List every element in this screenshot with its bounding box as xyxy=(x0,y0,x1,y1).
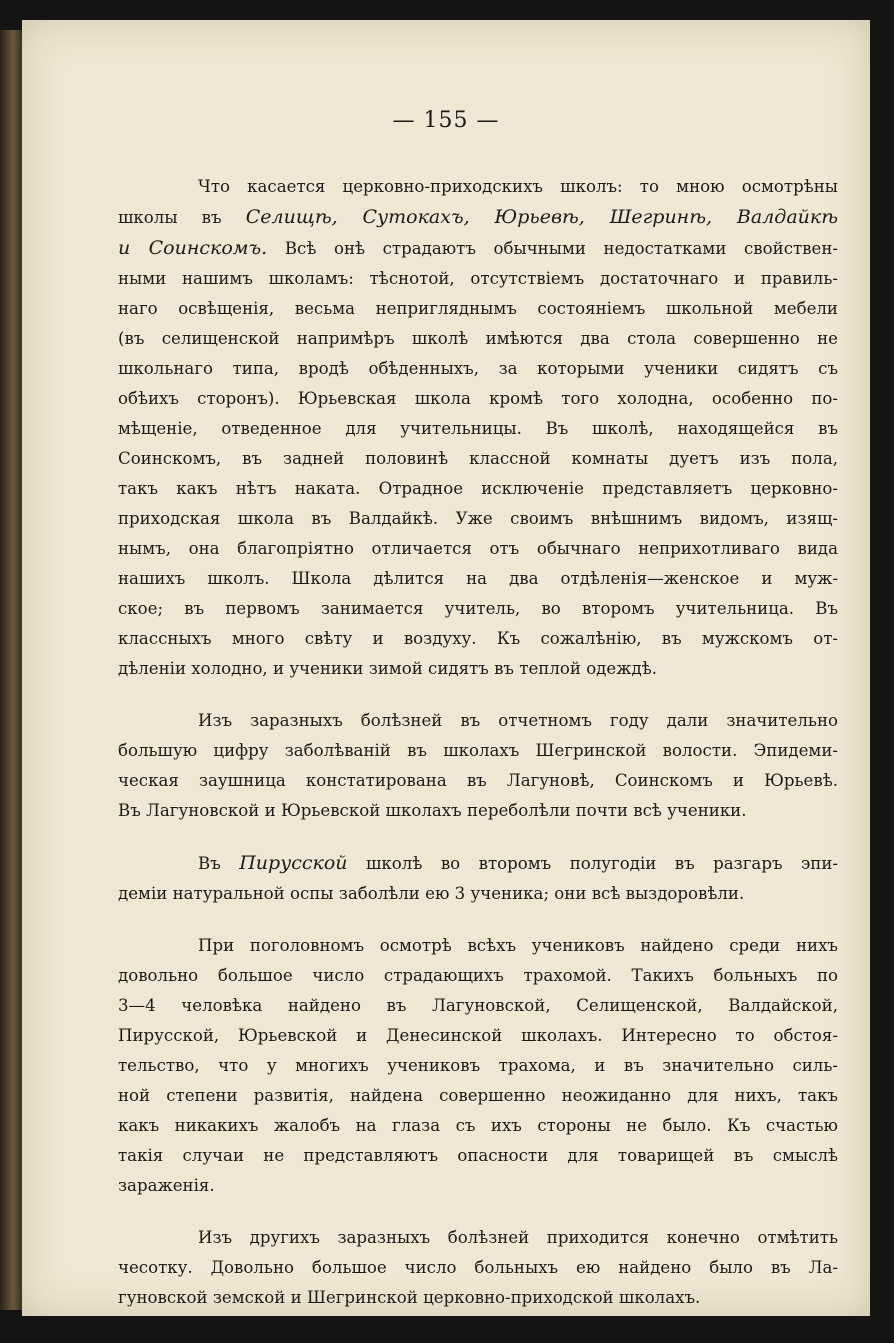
text-line: нашихъ школъ. Школа дѣлится на два отдѣленія—женское и муж- xyxy=(118,569,838,588)
text-line xyxy=(118,233,838,264)
text-line: При поголовномъ осмотрѣ всѣхъ учениковъ найдено среди нихъ xyxy=(198,936,838,955)
line-segment: школы въ xyxy=(118,208,246,227)
paragraph xyxy=(118,706,838,826)
paragraph xyxy=(118,1223,838,1313)
text-line: мѣщеніе, отведенное для учительницы. Въ школѣ, находящейся въ xyxy=(118,419,838,438)
page-number: — 155 — xyxy=(392,108,500,133)
text-line: тельство, что у многихъ учениковъ трахома, и въ значительно силь- xyxy=(118,1056,838,1075)
italic-place-names: Селищѣ, Сутокахъ, Юрьевѣ, Шегринѣ, Валдайкѣ xyxy=(245,206,838,228)
paragraph xyxy=(118,931,838,1201)
text-line: какъ никакихъ жалобъ на глаза съ ихъ стороны не было. Къ счастью xyxy=(118,1116,838,1135)
text-line: деміи натуральной оспы заболѣли ею 3 ученика; они всѣ выздоровѣли. xyxy=(118,884,745,903)
text-line: Изъ другихъ заразныхъ болѣзней приходится конечно отмѣтить xyxy=(198,1228,838,1247)
line-segment: школѣ во второмъ полугодіи въ разгаръ эпи- xyxy=(347,854,838,873)
book-spine xyxy=(0,30,22,1310)
text-line: ческая заушница констатирована въ Лагуновѣ, Соинскомъ и Юрьевѣ. xyxy=(118,771,838,790)
text-line: наго освѣщенія, весьма непригляднымъ состояніемъ школьной мебели xyxy=(118,299,838,318)
text-line: ское; въ первомъ занимается учитель, во второмъ учительница. Въ xyxy=(118,599,838,618)
paragraph xyxy=(118,848,838,909)
body-text xyxy=(118,172,838,1335)
text-line: Изъ заразныхъ болѣзней въ отчетномъ году дали значительно xyxy=(198,711,838,730)
text-line: довольно большое число страдающихъ трахомой. Такихъ больныхъ по xyxy=(118,966,838,985)
text-line: приходская школа въ Валдайкѣ. Уже своимъ внѣшнимъ видомъ, изящ- xyxy=(118,509,838,528)
text-line: (въ селищенской напримѣръ школѣ имѣются два стола совершенно не xyxy=(118,329,838,348)
text-line: школьнаго типа, вродѣ обѣденныхъ, за которыми ученики сидятъ съ xyxy=(118,359,838,378)
line-segment: Всѣ онѣ страдаютъ обычными недостатками свойствен- xyxy=(267,239,838,258)
text-line: классныхъ много свѣту и воздуху. Къ сожалѣнію, въ мужскомъ от- xyxy=(118,629,838,648)
text-line xyxy=(118,202,838,233)
text-line: зараженія. xyxy=(118,1176,215,1195)
text-line: дѣленіи холодно, и ученики зимой сидятъ въ теплой одеждѣ. xyxy=(118,659,657,678)
text-line: гуновской земской и Шегринской церковно-приходской школахъ. xyxy=(118,1288,701,1307)
text-line: большую цифру заболѣваній въ школахъ Шегринской волости. Эпидеми- xyxy=(118,741,838,760)
italic-place-names: и Соинскомъ. xyxy=(118,237,268,259)
book-page xyxy=(22,20,870,1316)
text-line: ными нашимъ школамъ: тѣснотой, отсутствіемъ достаточнаго и правиль- xyxy=(118,269,838,288)
text-line: нымъ, она благопріятно отличается отъ обычнаго неприхотливаго вида xyxy=(118,539,838,558)
italic-place-names: Пирусской xyxy=(239,852,348,874)
paragraph xyxy=(118,172,838,684)
text-line: Что касается церковно-приходскихъ школъ: то мною осмотрѣны xyxy=(198,177,838,196)
text-line: 3—4 человѣка найдено въ Лагуновской, Селищенской, Валдайской, xyxy=(118,996,838,1015)
text-line xyxy=(118,848,838,879)
text-line: Соинскомъ, въ задней половинѣ классной комнаты дуетъ изъ пола, xyxy=(118,449,838,468)
text-line: обѣихъ сторонъ). Юрьевская школа кромѣ того холодна, особенно по- xyxy=(118,389,838,408)
text-line: ной степени развитія, найдена совершенно неожиданно для нихъ, такъ xyxy=(118,1086,838,1105)
line-segment: Въ xyxy=(198,854,240,873)
text-line: такія случаи не представляютъ опасности для товарищей въ смыслѣ xyxy=(118,1146,838,1165)
text-line: Въ Лагуновской и Юрьевской школахъ переболѣли почти всѣ ученики. xyxy=(118,801,747,820)
text-line: чесотку. Довольно большое число больныхъ ею найдено было въ Ла- xyxy=(118,1258,838,1277)
text-line: Пирусской, Юрьевской и Денесинской школахъ. Интересно то обстоя- xyxy=(118,1026,838,1045)
text-line: такъ какъ нѣтъ наката. Отрадное исключеніе представляетъ церковно- xyxy=(118,479,838,498)
